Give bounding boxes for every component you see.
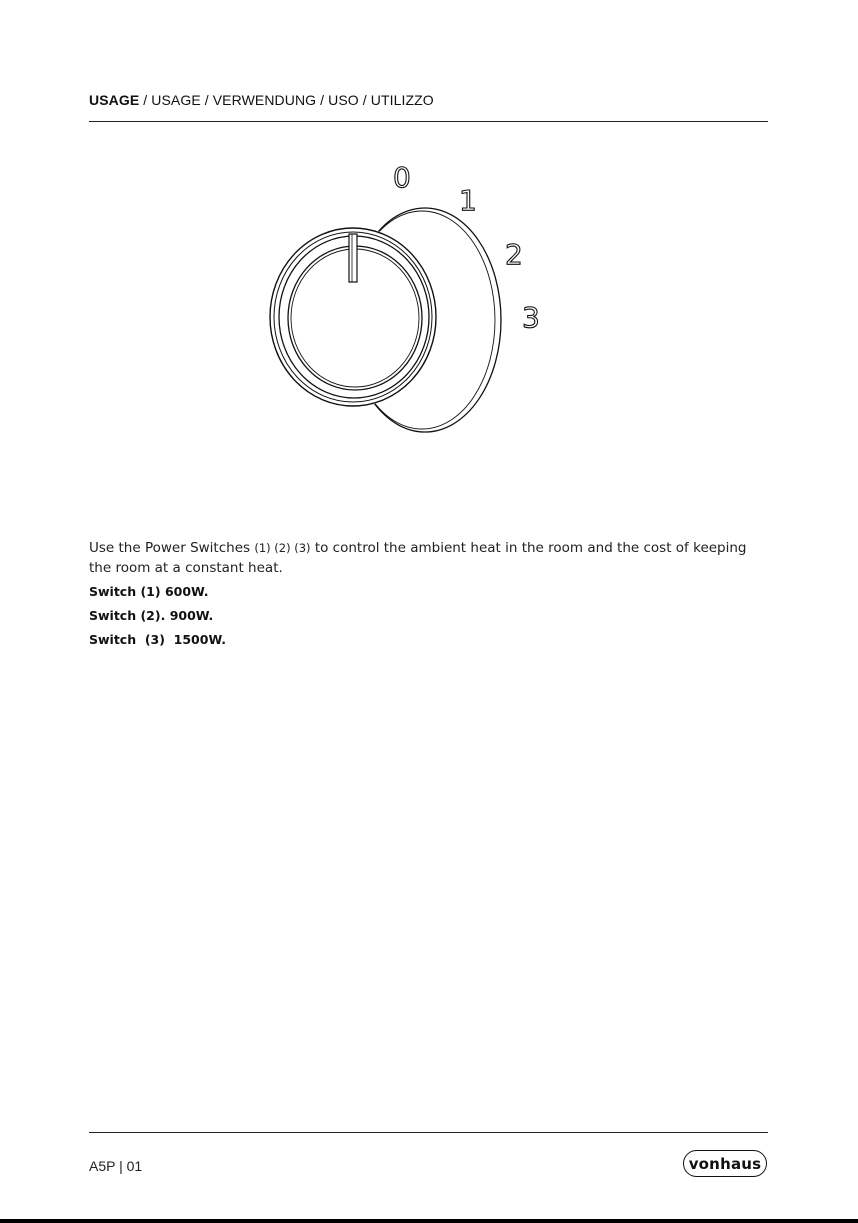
switch-1-spec: Switch (1) 600W. [89, 584, 209, 599]
footer-divider [89, 1132, 768, 1133]
knob-label-2: 2 [505, 238, 523, 271]
switch-3-spec: Switch (3) 1500W. [89, 632, 226, 647]
knob-pointer [349, 234, 357, 282]
section-header [89, 92, 434, 108]
section-title-translations: / USAGE / VERWENDUNG / USO / UTILIZZO [139, 92, 434, 108]
switch-2-spec: Switch (2). 900W. [89, 608, 214, 623]
usage-intro-switches: (1) (2) (3) [254, 541, 311, 555]
power-knob-drawing [240, 150, 560, 440]
usage-description [89, 538, 769, 578]
vonhaus-logo [683, 1150, 767, 1177]
usage-intro-start: Use the Power Switches [89, 540, 255, 556]
knob-label-1: 1 [459, 184, 477, 217]
knob-label-0: 0 [393, 161, 411, 194]
power-knob-illustration [240, 150, 560, 440]
page-number: A5P | 01 [89, 1158, 143, 1174]
header-divider [89, 121, 768, 122]
knob-label-3: 3 [522, 301, 540, 334]
brand-name: vonhaus [688, 1154, 762, 1173]
page-bottom-edge [0, 1219, 858, 1223]
section-title: USAGE [89, 92, 140, 108]
usage-intro-end: to control the ambient heat in the room and the cost of keeping the room at a constant heat. [89, 540, 747, 576]
